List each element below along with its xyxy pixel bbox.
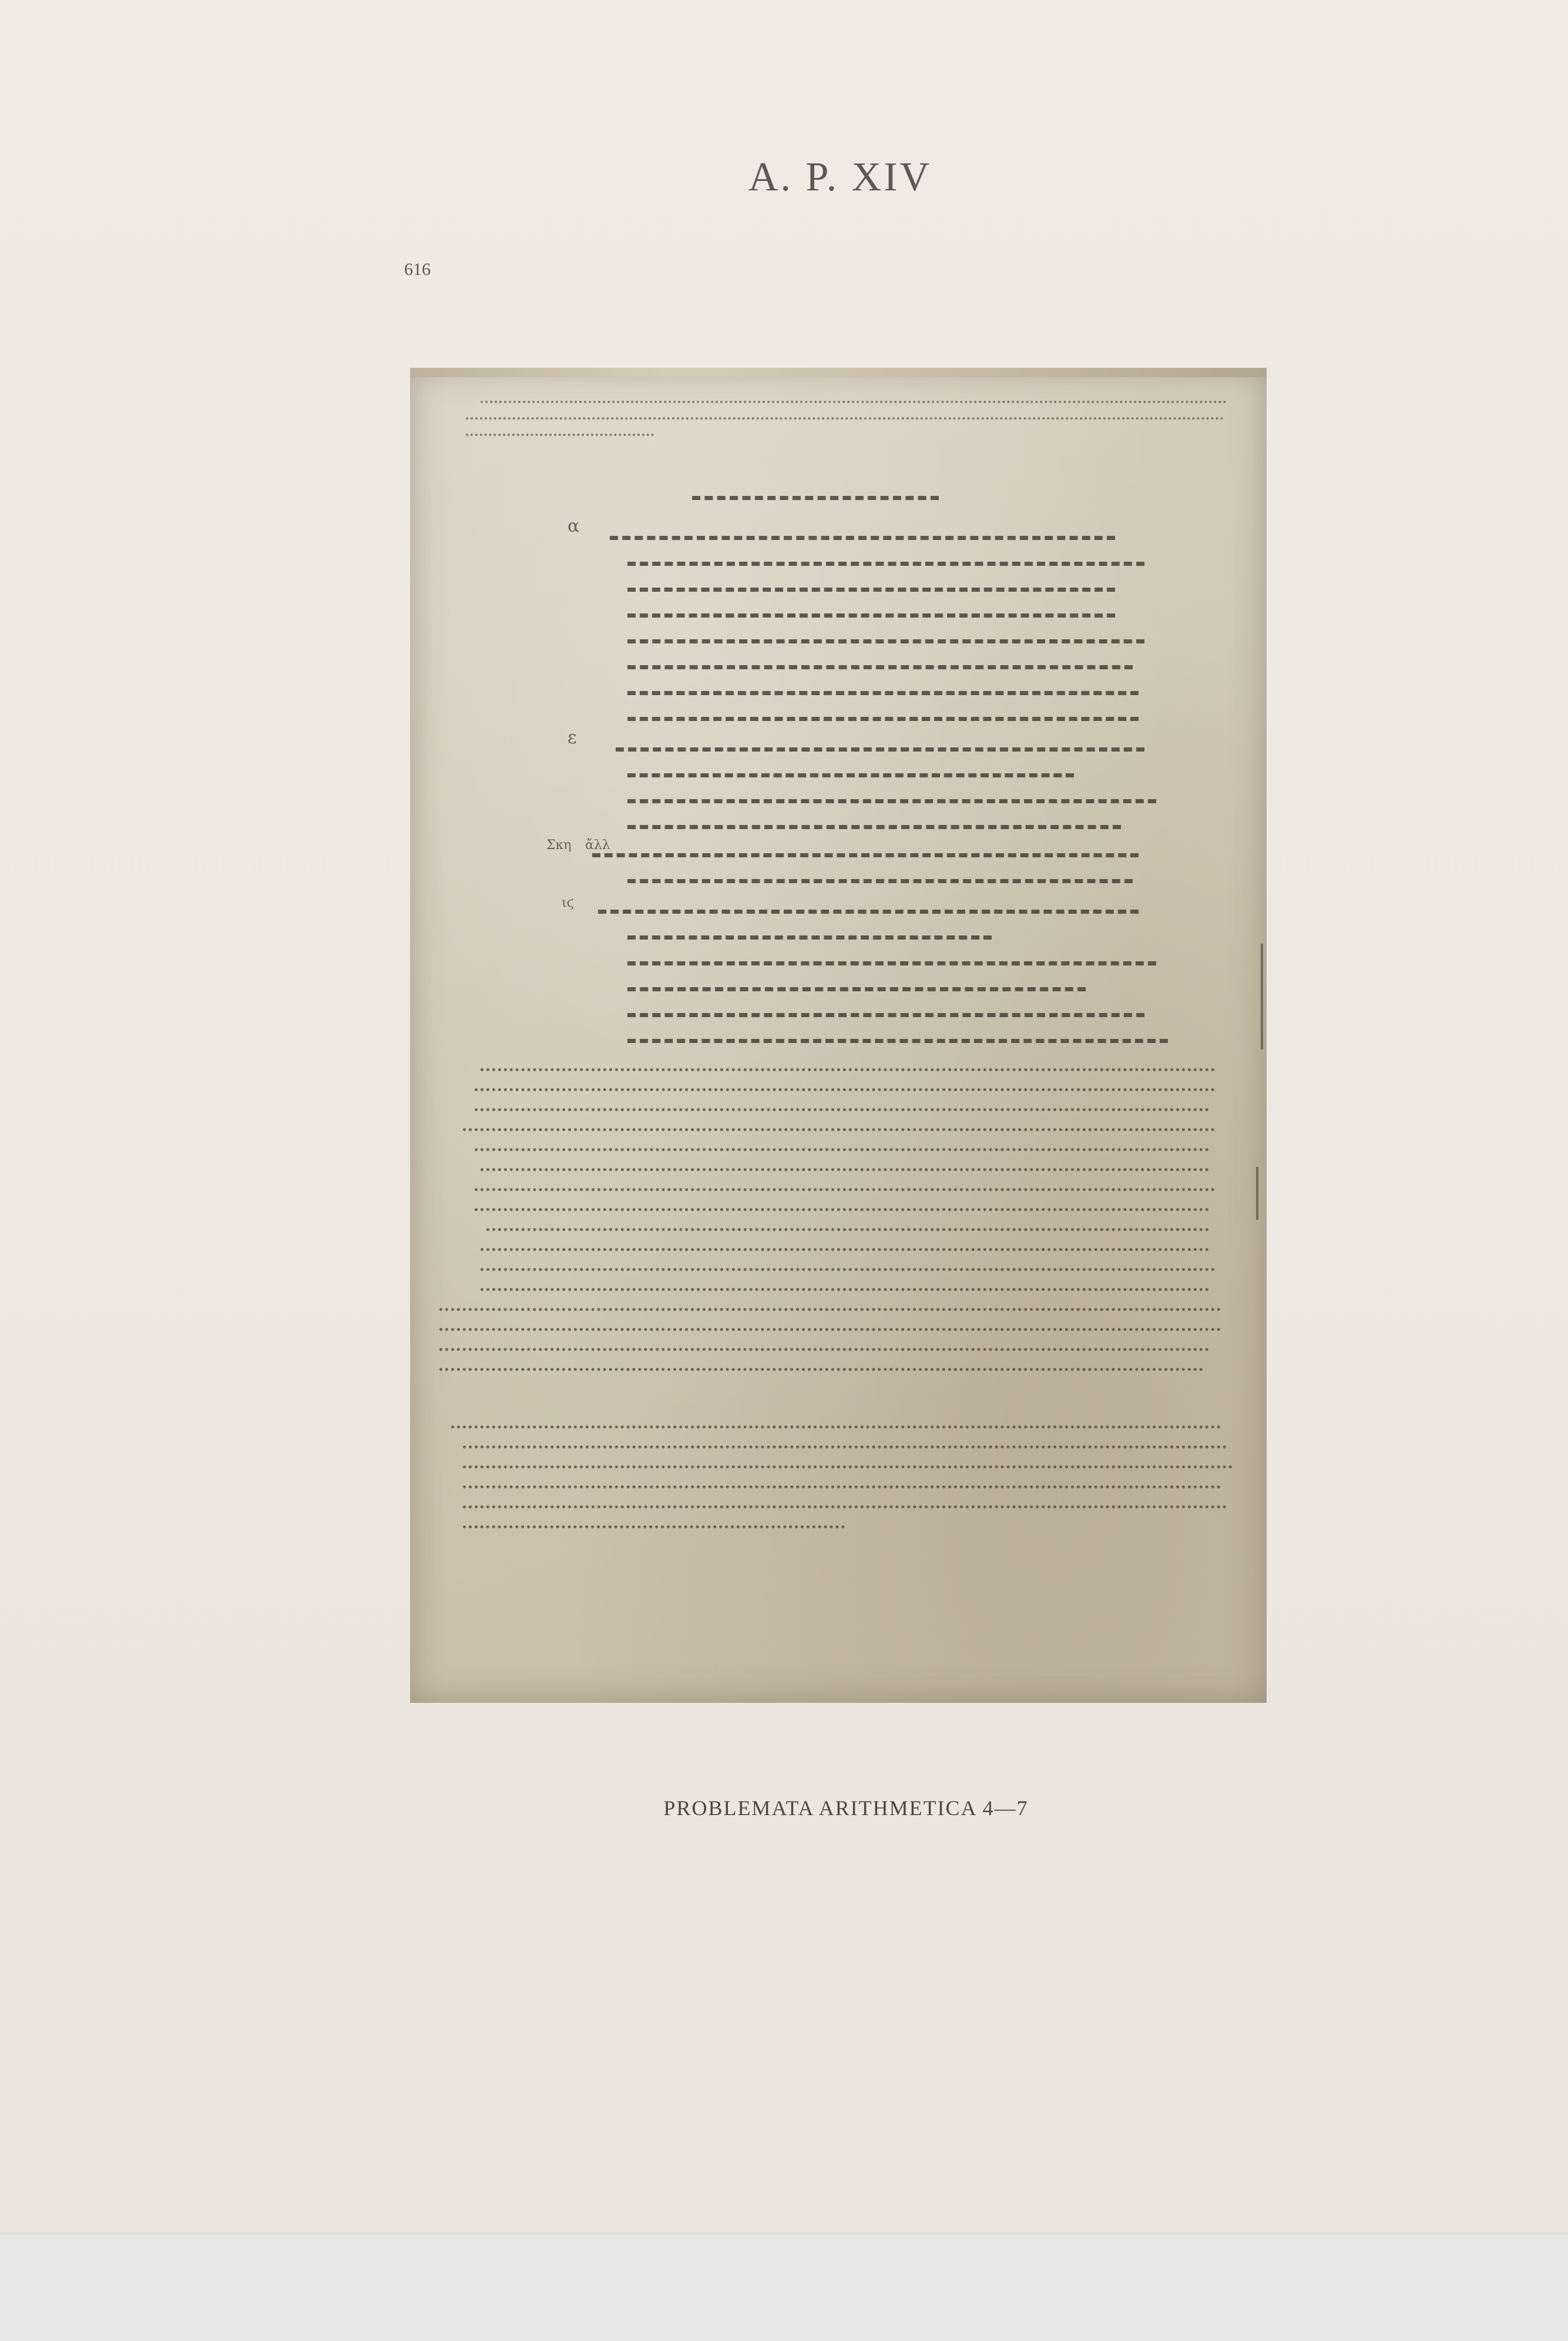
manuscript-line xyxy=(627,1039,1168,1043)
scholia-line xyxy=(475,1208,1209,1211)
scholia-line xyxy=(439,1368,1203,1371)
scholia-line xyxy=(481,1248,1209,1251)
scholia-line xyxy=(463,1485,1221,1488)
page-number: 616 xyxy=(404,260,431,279)
marginal-number: ιϛ xyxy=(562,896,574,910)
manuscript-line xyxy=(627,639,1144,643)
scholia-line xyxy=(463,1525,845,1528)
viewer-footer xyxy=(0,2233,1568,2341)
scholia-line xyxy=(475,1108,1209,1111)
manuscript-line xyxy=(627,1013,1144,1017)
scholia-line xyxy=(439,1348,1209,1351)
scholia-line xyxy=(481,1288,1209,1291)
manuscript-line xyxy=(627,773,1074,777)
manuscript-line xyxy=(481,401,1227,403)
manuscript-line xyxy=(627,588,1115,592)
scholia-line xyxy=(463,1128,1215,1131)
manuscript-line xyxy=(627,799,1156,803)
scholia-line xyxy=(475,1088,1215,1091)
scholia-line xyxy=(439,1328,1221,1331)
scholia-line xyxy=(463,1465,1233,1468)
scholia-line xyxy=(451,1426,1221,1428)
manuscript-line xyxy=(466,417,1224,420)
scholia-line xyxy=(481,1168,1209,1171)
plate-title: A. P. XIV xyxy=(748,155,932,200)
manuscript-line xyxy=(627,987,1086,991)
scholia-line xyxy=(439,1308,1221,1311)
scholia-line xyxy=(475,1188,1215,1191)
scholia-line xyxy=(475,1148,1209,1151)
manuscript-line xyxy=(627,562,1144,566)
margin-rule xyxy=(1256,1167,1258,1220)
manuscript-line xyxy=(610,536,1115,540)
manuscript-line xyxy=(627,717,1139,721)
manuscript-line xyxy=(627,879,1133,883)
marginal-number: ε xyxy=(568,727,577,748)
manuscript-photograph xyxy=(410,368,1267,1703)
manuscript-line xyxy=(466,434,654,436)
manuscript-line xyxy=(627,961,1156,965)
margin-rule xyxy=(1261,944,1263,1049)
manuscript-line xyxy=(627,825,1121,829)
marginal-number: Σκη xyxy=(546,838,572,853)
manuscript-line xyxy=(627,613,1115,618)
scholia-line xyxy=(481,1268,1215,1271)
plate-caption: PROBLEMATA ARITHMETICA 4—7 xyxy=(663,1796,1029,1820)
manuscript-edge xyxy=(410,368,1267,377)
manuscript-line xyxy=(627,665,1133,669)
manuscript-heading xyxy=(692,496,939,500)
scholia-line xyxy=(463,1445,1227,1448)
marginal-number: α xyxy=(568,516,580,536)
manuscript-line xyxy=(598,910,1139,914)
manuscript-line xyxy=(627,691,1139,695)
marginal-number: ἄλλ xyxy=(585,838,610,853)
manuscript-line xyxy=(627,935,992,940)
scholia-line xyxy=(486,1228,1209,1231)
manuscript-line xyxy=(592,853,1139,857)
scholia-line xyxy=(481,1068,1215,1071)
manuscript-line xyxy=(616,747,1144,752)
scholia-line xyxy=(463,1505,1227,1508)
